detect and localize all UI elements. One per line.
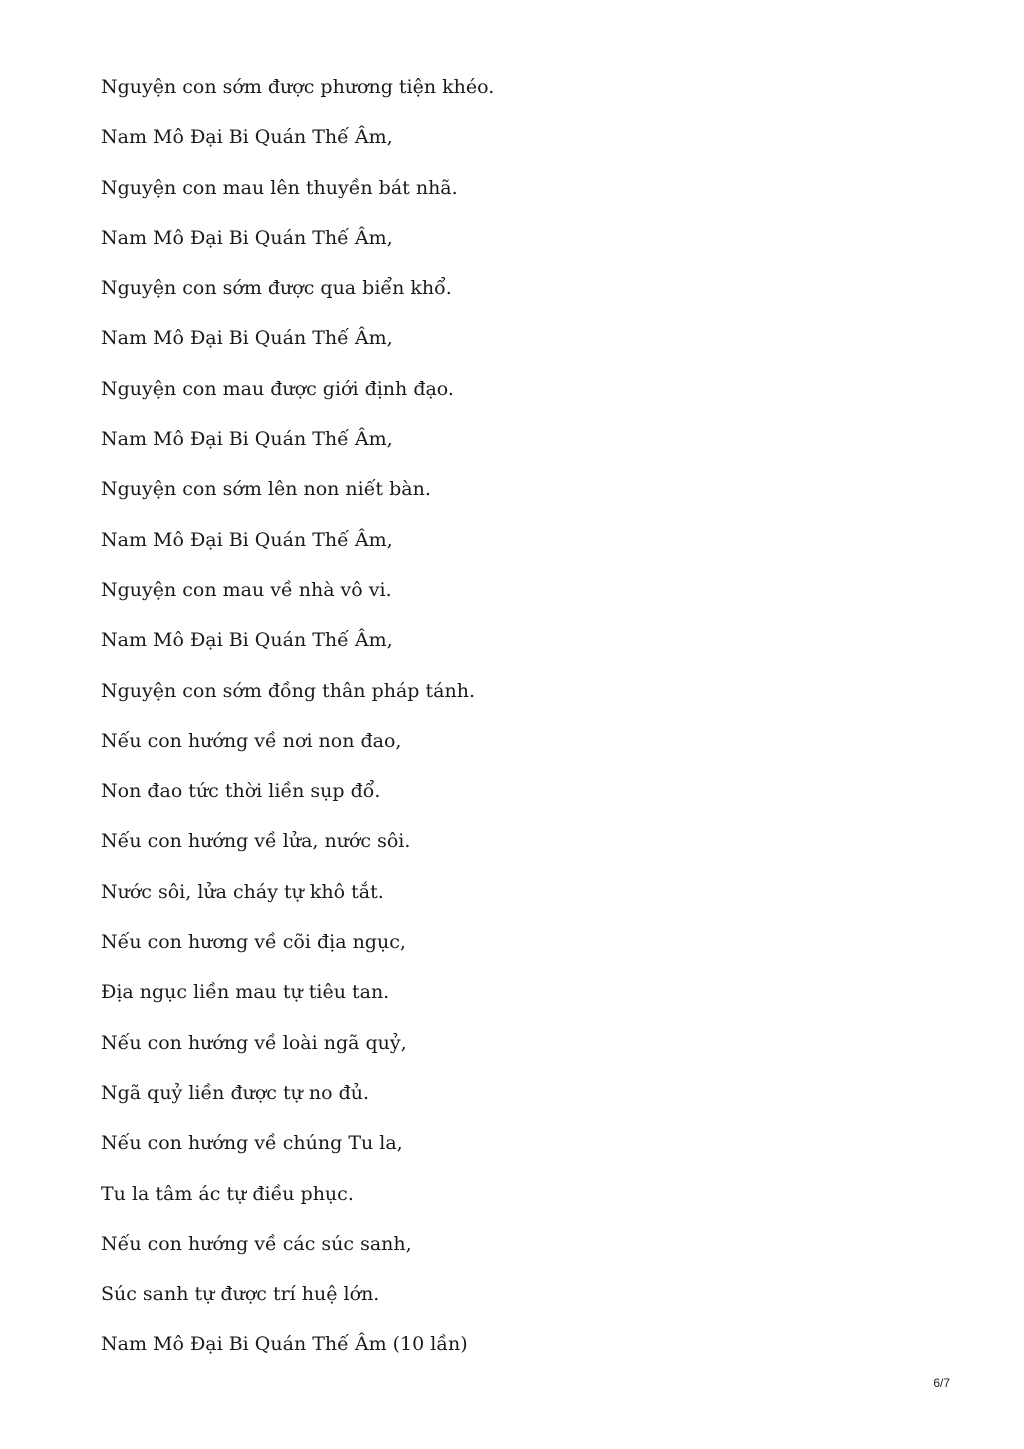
verse-line: Nếu con hướng về nơi non đao, [101, 729, 402, 752]
verse-line: Nếu con hướng về chúng Tu la, [101, 1132, 403, 1155]
verse-line: Nếu con hướng về lửa, nước sôi. [101, 830, 411, 853]
page-number: 6/7 [933, 1376, 950, 1390]
verse-list [101, 70, 494, 1378]
verse-line: Nếu con hương về cõi địa ngục, [101, 931, 406, 954]
verse-line: Nam Mô Đại Bi Quán Thế Âm, [101, 428, 393, 451]
verse-line: Nam Mô Đại Bi Quán Thế Âm, [101, 528, 393, 551]
verse-line: Nam Mô Đại Bi Quán Thế Âm, [101, 327, 393, 350]
verse-line: Nếu con hướng về loài ngã quỷ, [101, 1031, 407, 1054]
verse-line: Nếu con hướng về các súc sanh, [101, 1232, 412, 1255]
verse-line: Nam Mô Đại Bi Quán Thế Âm, [101, 126, 393, 149]
verse-line: Nam Mô Đại Bi Quán Thế Âm, [101, 629, 393, 652]
verse-line: Nguyện con mau được giới định đạo. [101, 377, 454, 400]
verse-line: Nguyện con sớm đồng thân pháp tánh. [101, 679, 475, 702]
verse-line: Súc sanh tự được trí huệ lớn. [101, 1283, 380, 1306]
verse-line: Nguyện con sớm được qua biển khổ. [101, 277, 452, 300]
verse-line: Nam Mô Đại Bi Quán Thế Âm (10 lần) [101, 1333, 468, 1356]
verse-line: Tu la tâm ác tự điều phục. [101, 1182, 354, 1205]
verse-line: Nguyện con mau về nhà vô vi. [101, 578, 392, 601]
verse-line: Nguyện con mau lên thuyền bát nhã. [101, 176, 458, 199]
verse-line: Ngã quỷ liền được tự no đủ. [101, 1081, 370, 1104]
verse-line: Nguyện con sớm được phương tiện khéo. [101, 76, 495, 98]
verse-line: Nguyện con sớm lên non niết bàn. [101, 478, 431, 501]
verse-line: Non đao tức thời liền sụp đổ. [101, 780, 381, 803]
verse-line: Nam Mô Đại Bi Quán Thế Âm, [101, 226, 393, 249]
verse-line: Địa ngục liền mau tự tiêu tan. [101, 981, 390, 1004]
verse-line: Nước sôi, lửa cháy tự khô tắt. [101, 880, 384, 903]
